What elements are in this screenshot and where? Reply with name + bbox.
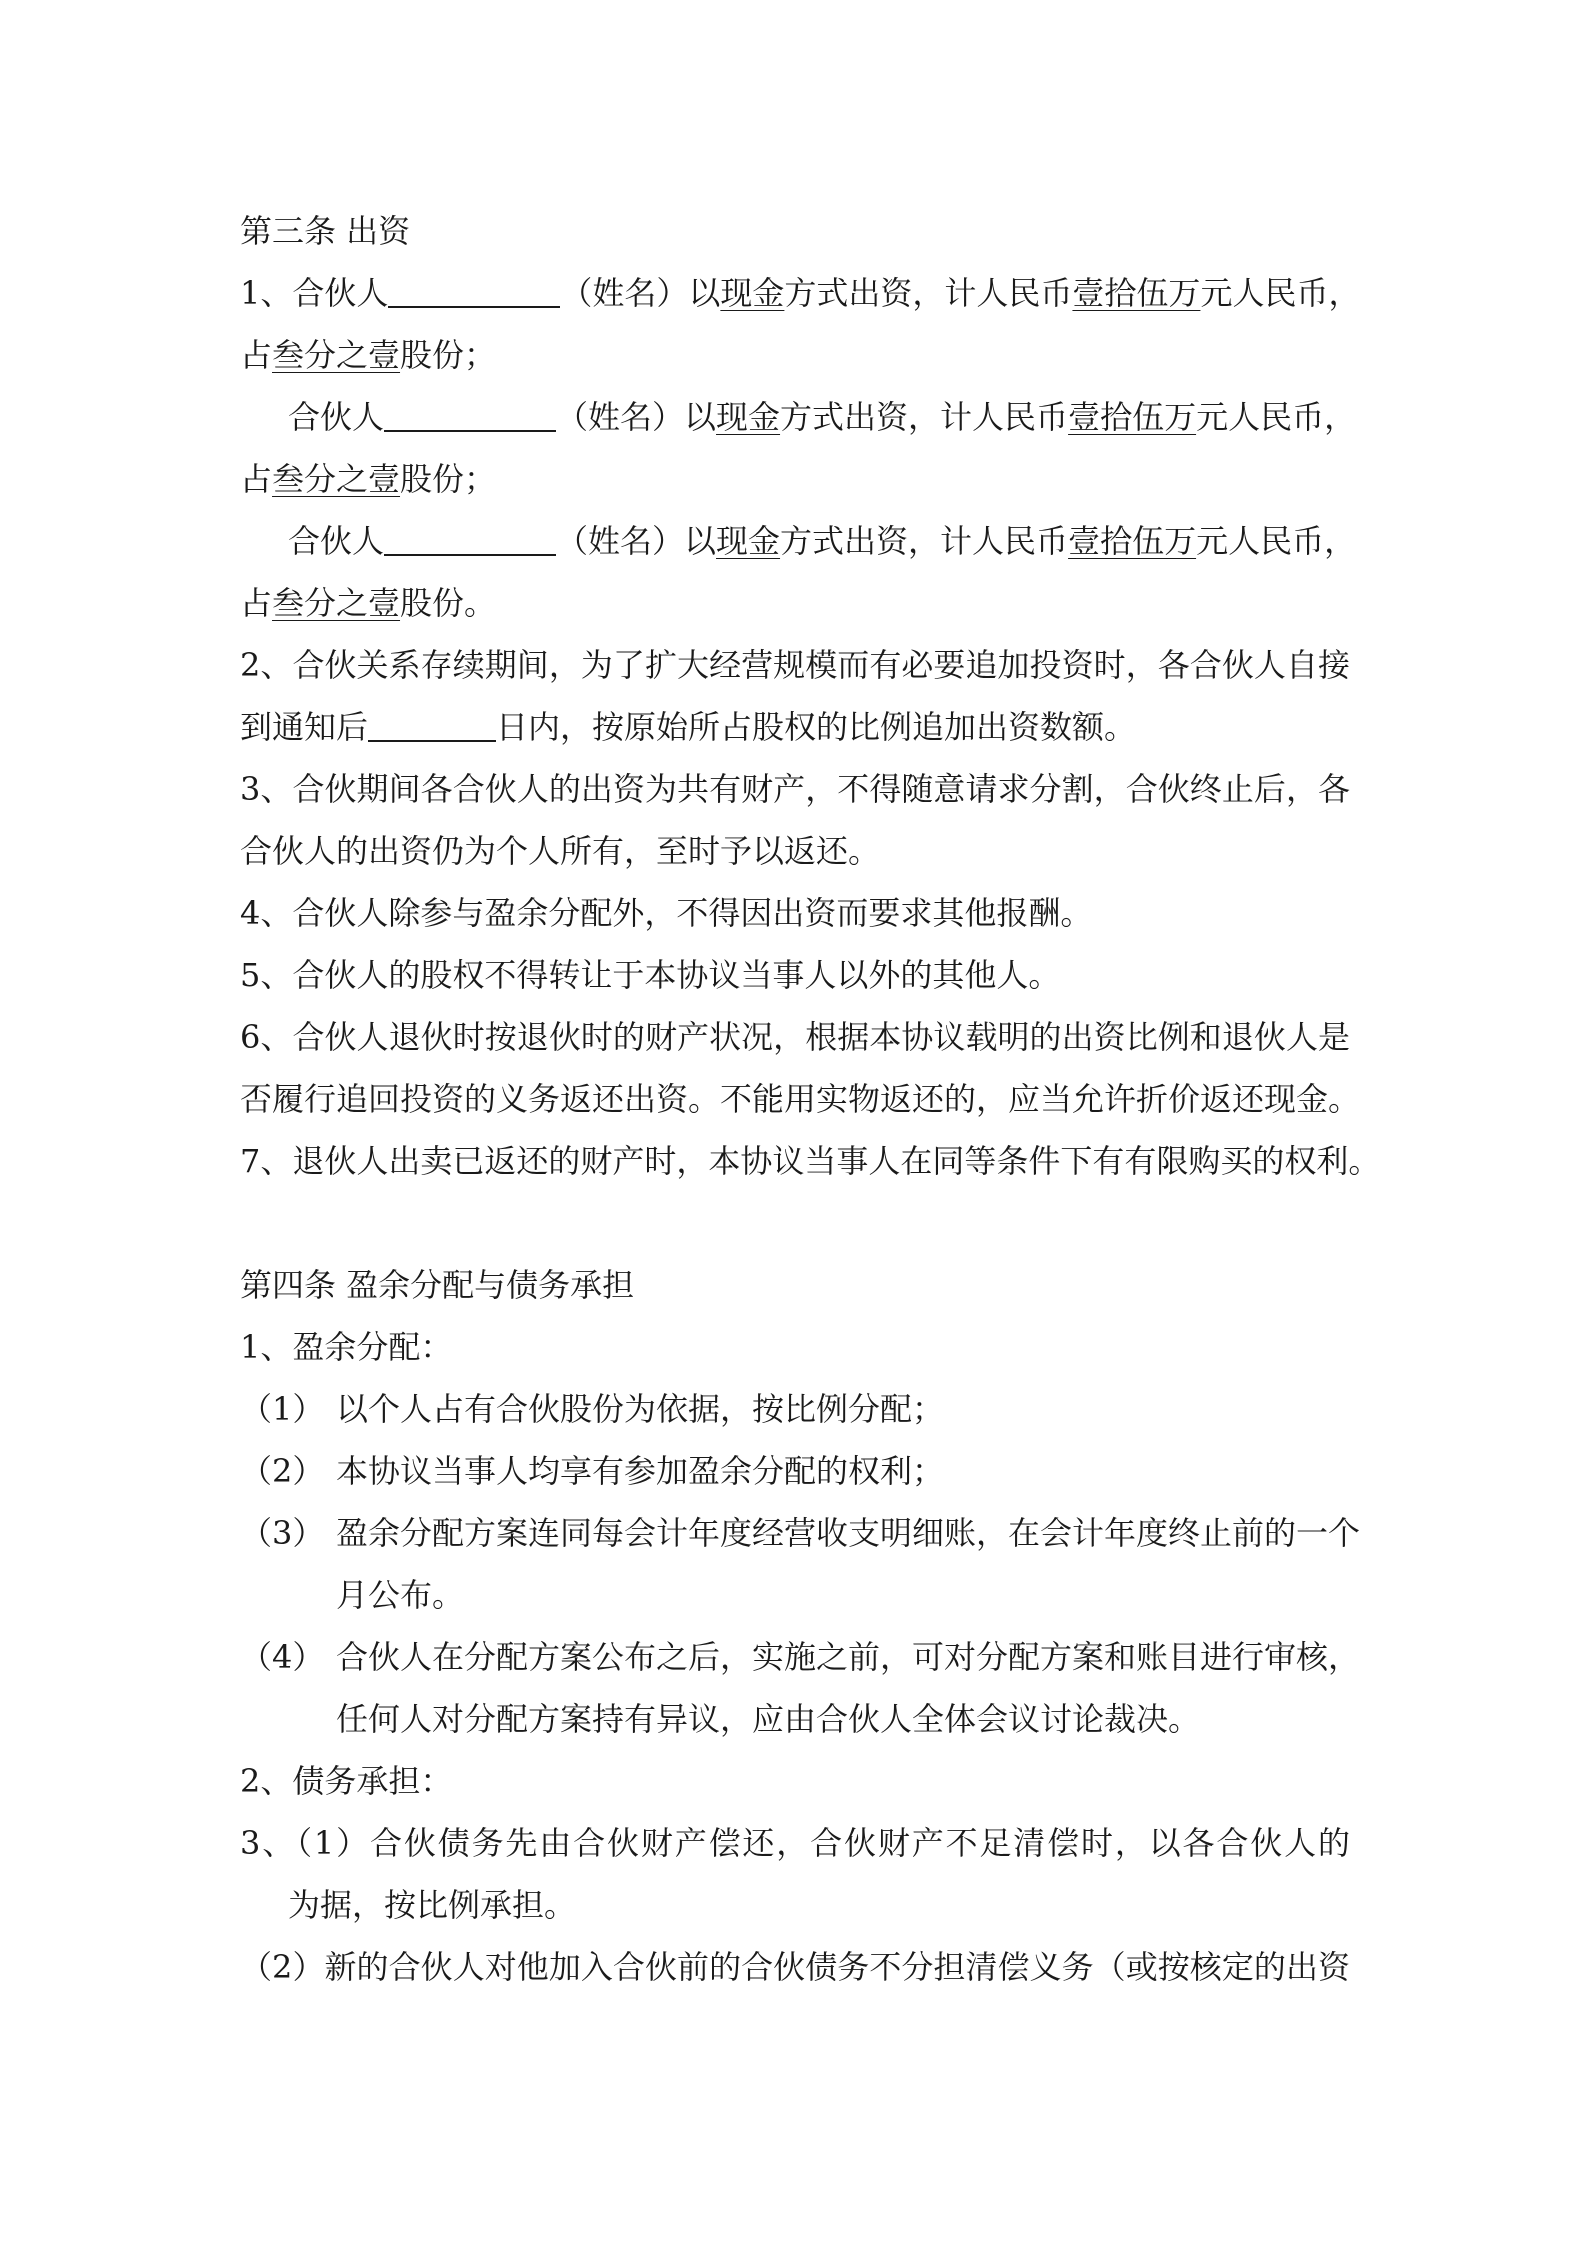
item-2-line-2 <box>240 696 1350 758</box>
name-label: （姓名）以 <box>556 398 717 436</box>
share-partner-1 <box>240 324 1350 386</box>
contribution-amount: 壹拾伍万 <box>1068 398 1197 436</box>
share-prefix: 占 <box>240 584 273 622</box>
days-blank[interactable] <box>368 710 496 742</box>
contribution-method: 现金 <box>716 398 781 436</box>
sub-item-3 <box>240 1502 1361 1564</box>
sub-item-label: （3） <box>240 1514 325 1552</box>
contribution-text: 方式出资，计人民币 <box>780 522 1069 560</box>
item-7: 7、退伙人出卖已返还的财产时，本协议当事人在同等条件下有有限购买的权利。 <box>240 1142 1381 1180</box>
share-fraction: 叁分之壹 <box>272 336 401 374</box>
contribution-text: 方式出资，计人民币 <box>784 274 1073 312</box>
contribution-partner-2 <box>240 386 1357 448</box>
currency-text: 元人民币， <box>1200 274 1361 312</box>
item-3-line-1: 3、合伙期间各合伙人的出资为共有财产，不得随意请求分割，合伙终止后，各 <box>240 770 1350 808</box>
currency-text: 元人民币， <box>1196 522 1357 560</box>
contribution-method: 现金 <box>720 274 785 312</box>
sub-item-text: 以个人占有合伙股份为依据，按比例分配； <box>336 1390 945 1428</box>
notice-prefix: 到通知后 <box>240 708 369 746</box>
share-prefix: 占 <box>240 460 273 498</box>
contribution-partner-1 <box>240 262 1361 324</box>
name-label: （姓名）以 <box>556 522 717 560</box>
sub-item-label: （4） <box>240 1638 325 1676</box>
item-5: 5、合伙人的股权不得转让于本协议当事人以外的其他人。 <box>240 956 1061 994</box>
currency-text: 元人民币， <box>1196 398 1357 436</box>
item-2-line-1: 2、合伙关系存续期间，为了扩大经营规模而有必要追加投资时，各合伙人自接 <box>240 646 1350 684</box>
profit-distribution-heading: 1、盈余分配： <box>240 1328 453 1366</box>
debt-item-2: （2）新的合伙人对他加入合伙前的合伙债务不分担清偿义务（或按核定的出资 <box>240 1948 1350 1986</box>
contribution-method: 现金 <box>716 522 781 560</box>
share-suffix: 股份； <box>400 336 497 374</box>
sub-item-label: （1） <box>240 1390 325 1428</box>
sub-item-text: 本协议当事人均享有参加盈余分配的权利； <box>336 1452 945 1490</box>
sub-item-label: （2） <box>240 1452 325 1490</box>
debt-heading: 2、债务承担： <box>240 1762 453 1800</box>
sub-item-3-continued: 月公布。 <box>336 1576 465 1614</box>
partner-name-blank[interactable] <box>388 276 560 308</box>
item-6-line-1: 6、合伙人退伙时按退伙时的财产状况，根据本协议载明的出资比例和退伙人是 <box>240 1018 1350 1056</box>
share-partner-3 <box>240 572 1350 634</box>
partner-prefix: 合伙人 <box>288 522 385 560</box>
contribution-partner-3 <box>240 510 1357 572</box>
share-fraction: 叁分之壹 <box>272 584 401 622</box>
section-gap <box>240 1192 1350 1254</box>
share-partner-2 <box>240 448 1350 510</box>
sub-item-4-continued: 任何人对分配方案持有异议，应由合伙人全体会议讨论裁决。 <box>336 1700 1201 1738</box>
sub-item-2 <box>240 1440 1350 1502</box>
share-fraction: 叁分之壹 <box>272 460 401 498</box>
article-4-heading: 第四条 盈余分配与债务承担 <box>240 1266 635 1304</box>
contribution-amount: 壹拾伍万 <box>1068 522 1197 560</box>
item-3-line-2: 合伙人的出资仍为个人所有，至时予以返还。 <box>240 832 881 870</box>
sub-item-1 <box>240 1378 1350 1440</box>
notice-suffix: 日内，按原始所占股权的比例追加出资数额。 <box>496 708 1137 746</box>
name-label: （姓名）以 <box>560 274 721 312</box>
document-body <box>240 200 1381 1998</box>
share-suffix: 股份； <box>400 460 497 498</box>
contribution-amount: 壹拾伍万 <box>1072 274 1201 312</box>
contribution-text: 方式出资，计人民币 <box>780 398 1069 436</box>
partner-prefix: 1、合伙人 <box>240 274 389 312</box>
article-3-heading: 第三条 出资 <box>240 212 411 250</box>
partner-prefix: 合伙人 <box>288 398 385 436</box>
item-4: 4、合伙人除参与盈余分配外，不得因出资而要求其他报酬。 <box>240 894 1093 932</box>
share-prefix: 占 <box>240 336 273 374</box>
partner-name-blank[interactable] <box>384 400 556 432</box>
item-6-line-2: 否履行追回投资的义务返还出资。不能用实物返还的，应当允许折价返还现金。 <box>240 1080 1361 1118</box>
sub-item-text: 盈余分配方案连同每会计年度经营收支明细账，在会计年度终止前的一个 <box>336 1514 1361 1552</box>
sub-item-text: 合伙人在分配方案公布之后，实施之前，可对分配方案和账目进行审核， <box>336 1638 1361 1676</box>
debt-item-1-line-1: 3、（1）合伙债务先由合伙财产偿还，合伙财产不足清偿时，以各合伙人的 <box>240 1824 1350 1862</box>
debt-item-1-line-2: 为据，按比例承担。 <box>288 1886 577 1924</box>
partner-name-blank[interactable] <box>384 524 556 556</box>
sub-item-4 <box>240 1626 1361 1688</box>
share-suffix: 股份。 <box>400 584 497 622</box>
